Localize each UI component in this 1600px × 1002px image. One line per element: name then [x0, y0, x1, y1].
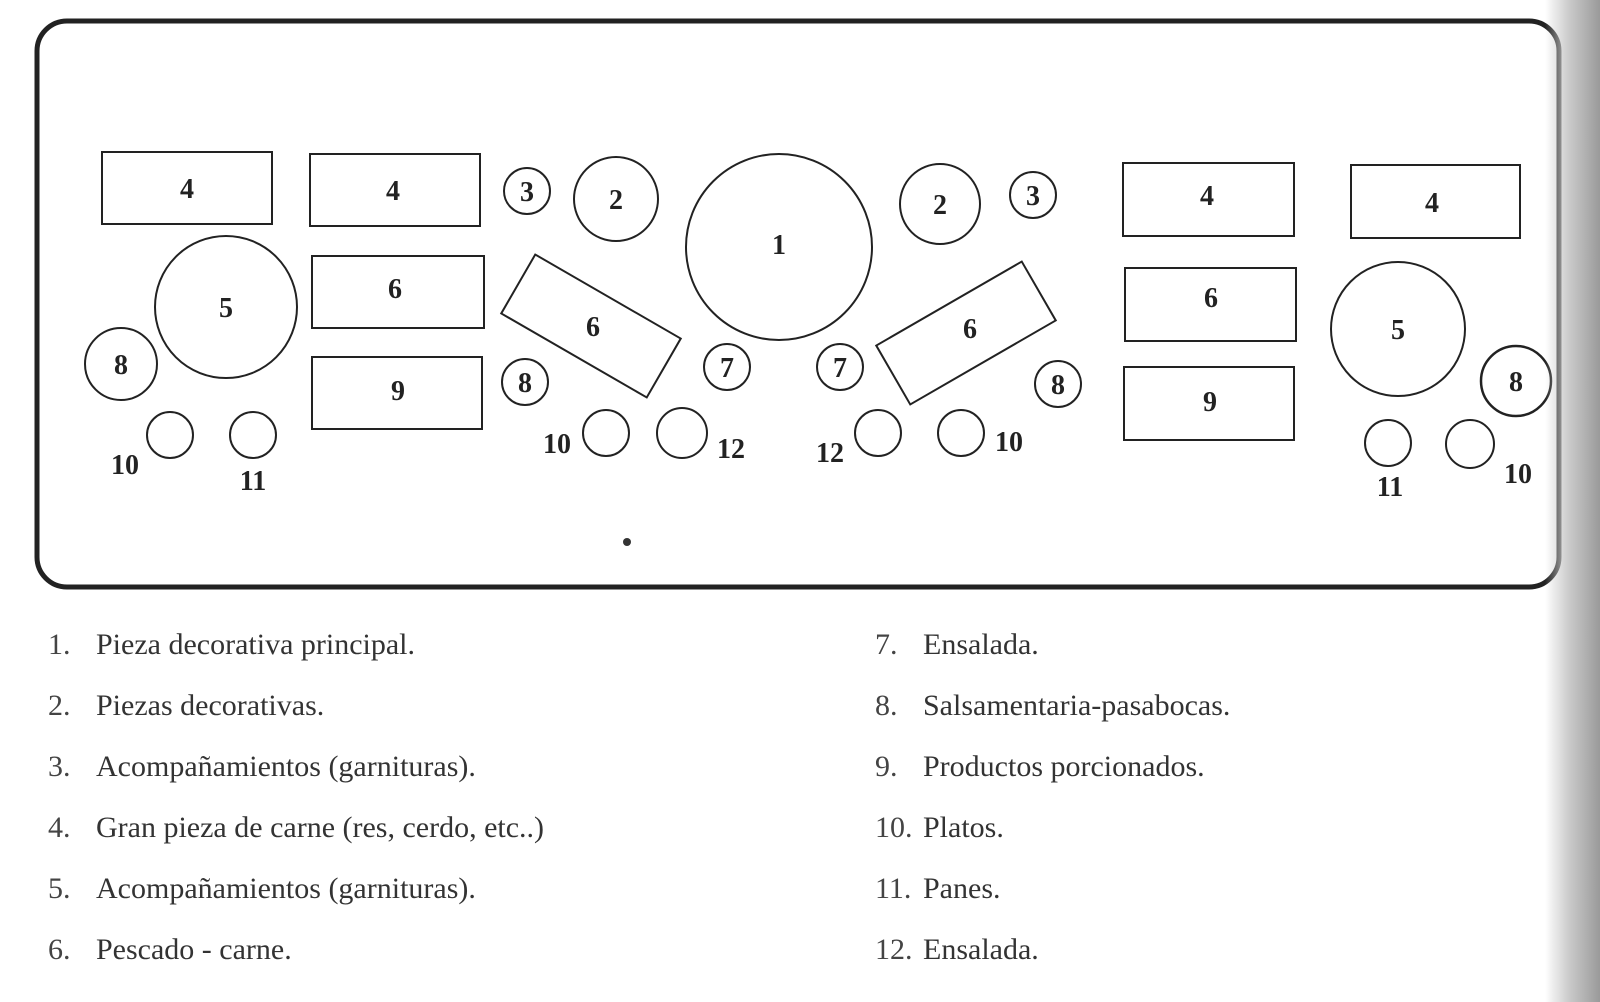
platter-4: [102, 152, 272, 224]
platter-6-angled: [876, 262, 1055, 405]
legend-text: Platos.: [923, 811, 1004, 844]
bowl-5: [1331, 262, 1465, 396]
legend-text: Pescado - carne.: [96, 933, 292, 966]
svg-text:6: 6: [388, 274, 402, 305]
svg-text:5: 5: [1391, 315, 1405, 346]
svg-text:6: 6: [1204, 283, 1218, 314]
svg-text:2: 2: [933, 190, 947, 221]
svg-text:4: 4: [1200, 181, 1214, 212]
dish-8: [1481, 346, 1551, 416]
svg-text:8: 8: [114, 350, 128, 381]
platter-9: [1124, 367, 1294, 440]
legend-item: [48, 935, 544, 996]
salad-7: [704, 344, 750, 390]
side-3: [504, 168, 550, 214]
svg-text:10: 10: [995, 427, 1023, 458]
dish-8: [502, 359, 548, 405]
legend-item: [875, 874, 1230, 935]
legend-item: [875, 813, 1230, 874]
svg-text:8: 8: [1509, 367, 1523, 398]
plate-10: [938, 410, 1023, 458]
legend-text: Ensalada.: [923, 628, 1039, 661]
legend-number: 11.: [875, 872, 912, 905]
bowl-5: [155, 236, 297, 378]
legend-item: [48, 874, 544, 935]
svg-text:1: 1: [772, 230, 786, 261]
legend-number: 8.: [875, 689, 898, 722]
svg-text:7: 7: [833, 353, 847, 384]
legend-number: 5.: [48, 872, 71, 905]
svg-text:9: 9: [391, 376, 405, 407]
svg-text:11: 11: [239, 466, 267, 497]
salad-7: [817, 344, 863, 390]
decor-2: [574, 157, 658, 241]
legend-text: Panes.: [923, 872, 1001, 905]
legend-number: 4.: [48, 811, 71, 844]
svg-text:7: 7: [720, 353, 734, 384]
svg-text:10: 10: [543, 429, 571, 460]
svg-text:4: 4: [386, 176, 400, 207]
platter-6: [312, 256, 484, 328]
platter-6: [1125, 268, 1296, 341]
legend-text: Acompañamientos (garnituras).: [96, 872, 476, 905]
legend-number: 7.: [875, 628, 898, 661]
plate-10: [543, 410, 629, 460]
dish-8: [85, 328, 157, 400]
svg-text:12: 12: [816, 438, 844, 469]
svg-text:12: 12: [717, 434, 745, 465]
svg-text:8: 8: [518, 368, 532, 399]
legend-text: Piezas decorativas.: [96, 689, 325, 722]
svg-text:4: 4: [180, 174, 194, 205]
scan-speck: [623, 538, 631, 546]
bread-11: [1365, 420, 1411, 503]
legend-text: Gran pieza de carne (res, cerdo, etc..): [96, 811, 545, 844]
legend-number: 6.: [48, 933, 71, 966]
legend-text: Salsamentaria-pasabocas.: [923, 689, 1231, 722]
legend-item: [875, 691, 1230, 752]
svg-text:10: 10: [111, 450, 139, 481]
svg-text:8: 8: [1051, 370, 1065, 401]
platter-4: [1351, 165, 1520, 238]
legend-item: [48, 691, 544, 752]
plate-10: [111, 412, 193, 481]
legend-number: 10.: [875, 811, 913, 844]
salad-12: [816, 410, 901, 469]
centerpiece-1: [686, 154, 872, 340]
dish-8: [1035, 361, 1081, 407]
legend-number: 12.: [875, 933, 913, 966]
legend-item: [875, 935, 1230, 996]
decor-2: [900, 164, 980, 244]
legend-text: Acompañamientos (garnituras).: [96, 750, 476, 783]
buffet-table-outline: [37, 21, 1559, 587]
legend-number: 9.: [875, 750, 898, 783]
bread-11: [230, 412, 276, 497]
platter-9: [312, 357, 482, 429]
legend-item: [48, 630, 544, 691]
salad-12: [657, 408, 745, 465]
svg-text:3: 3: [520, 177, 534, 208]
legend-text: Productos porcionados.: [923, 750, 1205, 783]
svg-text:5: 5: [219, 293, 233, 324]
svg-text:6: 6: [963, 314, 977, 345]
legend-item: [875, 630, 1230, 691]
svg-text:9: 9: [1203, 387, 1217, 418]
legend-text: Pieza decorativa principal.: [96, 628, 416, 661]
platter-4: [310, 154, 480, 226]
legend-right-column: [875, 630, 1230, 996]
legend-text: Ensalada.: [923, 933, 1039, 966]
svg-text:6: 6: [586, 312, 600, 343]
legend-item: [48, 752, 544, 813]
legend-number: 3.: [48, 750, 71, 783]
svg-text:4: 4: [1425, 188, 1439, 219]
legend-number: 1.: [48, 628, 71, 661]
plate-10: [1446, 420, 1532, 490]
legend-item: [48, 813, 544, 874]
side-3: [1010, 172, 1056, 218]
legend-left-column: [48, 630, 544, 996]
legend-item: [875, 752, 1230, 813]
platter-4: [1123, 163, 1294, 236]
svg-text:11: 11: [1376, 472, 1404, 503]
legend-number: 2.: [48, 689, 71, 722]
svg-text:10: 10: [1504, 459, 1532, 490]
svg-text:3: 3: [1026, 181, 1040, 212]
svg-text:2: 2: [609, 185, 623, 216]
